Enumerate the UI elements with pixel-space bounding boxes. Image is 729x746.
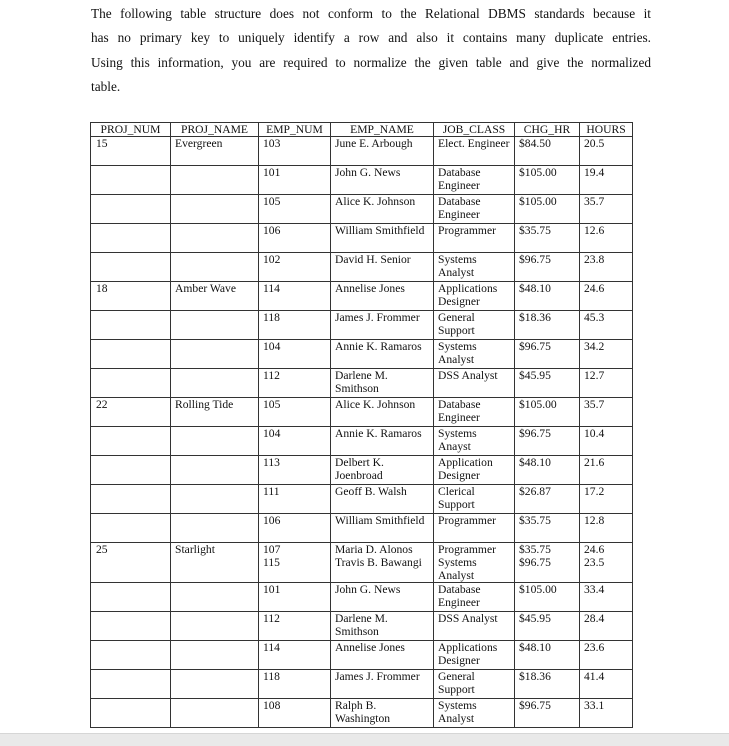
cell-hours: 41.4 [580,670,633,699]
cell-proj-num: 22 [91,398,171,427]
table-row [91,398,633,427]
cell-proj-name [171,253,259,282]
cell-emp-name: William Smithfield [331,514,434,543]
cell-emp-name: Annie K. Ramaros [331,340,434,369]
cell-emp-num: 103 [259,137,331,166]
cell-proj-name [171,583,259,612]
paragraph-line: has no primary key to uniquely identify a row and also it contains many duplicate entries. [91,30,651,46]
cell-job-class: General Support [434,311,515,340]
cell-job-class: Programmer [434,514,515,543]
cell-proj-num: 18 [91,282,171,311]
header-hours: HOURS [580,123,633,137]
cell-hours: 28.4 [580,612,633,641]
cell-job-class: DSS Analyst [434,612,515,641]
cell-proj-name [171,311,259,340]
cell-chg-hr: $96.75 [515,253,580,282]
cell-hours: 23.8 [580,253,633,282]
cell-proj-num [91,166,171,195]
cell-hours: 35.7 [580,398,633,427]
paragraph-line: table. [91,79,121,95]
cell-proj-name: Evergreen [171,137,259,166]
table-row [91,485,633,514]
paragraph-line: Using this information, you are required to normalize the given table and give the normalized [91,54,651,70]
cell-emp-num: 111 [259,485,331,514]
cell-job-class: Applications Designer [434,641,515,670]
cell-emp-num: 112 [259,369,331,398]
cell-proj-num [91,485,171,514]
cell-emp-num: 105 [259,195,331,224]
cell-hours: 21.6 [580,456,633,485]
cell-proj-name [171,612,259,641]
cell-emp-name: Darlene M. Smithson [331,612,434,641]
cell-hours: 24.6 [580,282,633,311]
cell-proj-num [91,456,171,485]
cell-proj-name [171,166,259,195]
cell-emp-name: William Smithfield [331,224,434,253]
cell-hours: 12.8 [580,514,633,543]
table-row [91,456,633,485]
cell-emp-num: 113 [259,456,331,485]
cell-proj-num [91,514,171,543]
cell-proj-name [171,224,259,253]
cell-hours: 33.4 [580,583,633,612]
header-proj-num: PROJ_NUM [91,123,171,137]
cell-job-class: Systems Analyst [434,699,515,728]
cell-job-class: Applications Designer [434,282,515,311]
table-row [91,427,633,456]
cell-hours: 34.2 [580,340,633,369]
cell-job-class: Elect. Engineer [434,137,515,166]
cell-chg-hr: $48.10 [515,641,580,670]
cell-hours: 33.1 [580,699,633,728]
cell-proj-name: Amber Wave [171,282,259,311]
cell-chg-hr: $84.50 [515,137,580,166]
cell-proj-name [171,340,259,369]
cell-emp-name: John G. News [331,583,434,612]
cell-hours: 12.7 [580,369,633,398]
table-row [91,282,633,311]
cell-chg-hr: $96.75 [515,699,580,728]
cell-proj-name [171,670,259,699]
cell-emp-num: 118 [259,670,331,699]
header-chg-hr: CHG_HR [515,123,580,137]
cell-emp-num: 112 [259,612,331,641]
cell-chg-hr: $105.00 [515,398,580,427]
cell-emp-num: 114 [259,282,331,311]
cell-chg-hr: $45.95 [515,369,580,398]
cell-emp-name: June E. Arbough [331,137,434,166]
table-row [91,166,633,195]
paragraph-line: The following table structure does not conform to the Relational DBMS standards because it [91,6,651,21]
table-row [91,137,633,166]
cell-proj-num [91,427,171,456]
table-row [91,224,633,253]
cell-job-class: General Support [434,670,515,699]
cell-proj-name [171,427,259,456]
cell-job-class: Systems Analyst [434,253,515,282]
table-row [91,369,633,398]
cell-hours: 12.6 [580,224,633,253]
header-emp-name: EMP_NAME [331,123,434,137]
cell-job-class: Clerical Support [434,485,515,514]
page-bottom-edge [0,733,729,746]
cell-job-class: Database Engineer [434,195,515,224]
cell-hours: 20.5 [580,137,633,166]
cell-hours: 17.2 [580,485,633,514]
cell-emp-name: Maria D. Alonos Travis B. Bawangi [331,543,434,583]
cell-job-class: Database Engineer [434,166,515,195]
cell-job-class: Programmer Systems Analyst [434,543,515,583]
table-row [91,699,633,728]
cell-emp-num: 107 115 [259,543,331,583]
cell-job-class: Application Designer [434,456,515,485]
cell-job-class: DSS Analyst [434,369,515,398]
cell-proj-name [171,456,259,485]
cell-emp-name: James J. Frommer [331,311,434,340]
cell-proj-name [171,369,259,398]
cell-emp-num: 101 [259,583,331,612]
cell-emp-name: John G. News [331,166,434,195]
cell-chg-hr: $105.00 [515,166,580,195]
cell-job-class: Database Engineer [434,398,515,427]
cell-proj-num [91,670,171,699]
cell-chg-hr: $35.75 [515,514,580,543]
cell-chg-hr: $96.75 [515,427,580,456]
cell-proj-name: Rolling Tide [171,398,259,427]
cell-emp-name: Alice K. Johnson [331,195,434,224]
cell-proj-num [91,641,171,670]
header-proj-name: PROJ_NAME [171,123,259,137]
cell-emp-num: 104 [259,427,331,456]
cell-emp-num: 106 [259,224,331,253]
cell-emp-name: James J. Frommer [331,670,434,699]
cell-proj-num [91,699,171,728]
cell-chg-hr: $105.00 [515,195,580,224]
cell-emp-num: 104 [259,340,331,369]
cell-hours: 35.7 [580,195,633,224]
cell-chg-hr: $35.75 $96.75 [515,543,580,583]
cell-emp-num: 118 [259,311,331,340]
cell-chg-hr: $35.75 [515,224,580,253]
cell-emp-num: 102 [259,253,331,282]
cell-emp-num: 108 [259,699,331,728]
cell-chg-hr: $18.36 [515,311,580,340]
cell-proj-name [171,699,259,728]
table-row [91,670,633,699]
cell-job-class: Database Engineer [434,583,515,612]
project-employee-table [90,122,633,728]
cell-emp-num: 106 [259,514,331,543]
cell-proj-num: 25 [91,543,171,583]
cell-proj-num [91,195,171,224]
cell-emp-name: Annie K. Ramaros [331,427,434,456]
cell-chg-hr: $48.10 [515,456,580,485]
cell-chg-hr: $18.36 [515,670,580,699]
cell-chg-hr: $105.00 [515,583,580,612]
cell-emp-name: David H. Senior [331,253,434,282]
cell-emp-name: Annelise Jones [331,641,434,670]
table-row [91,583,633,612]
table-header-row [91,123,633,137]
table-row [91,195,633,224]
table-row [91,514,633,543]
cell-proj-name [171,485,259,514]
cell-emp-name: Geoff B. Walsh [331,485,434,514]
cell-emp-name: Darlene M. Smithson [331,369,434,398]
cell-proj-num [91,224,171,253]
cell-proj-num [91,369,171,398]
cell-proj-name [171,514,259,543]
cell-proj-num [91,340,171,369]
cell-emp-num: 101 [259,166,331,195]
cell-job-class: Programmer [434,224,515,253]
cell-proj-name [171,195,259,224]
cell-proj-num [91,583,171,612]
cell-chg-hr: $26.87 [515,485,580,514]
header-emp-num: EMP_NUM [259,123,331,137]
cell-proj-num [91,612,171,641]
table-row [91,253,633,282]
cell-emp-name: Ralph B. Washington [331,699,434,728]
cell-chg-hr: $48.10 [515,282,580,311]
cell-emp-name: Alice K. Johnson [331,398,434,427]
table-row [91,340,633,369]
cell-emp-num: 105 [259,398,331,427]
cell-proj-num: 15 [91,137,171,166]
header-job-class: JOB_CLASS [434,123,515,137]
intro-paragraph [91,2,651,100]
cell-proj-name [171,641,259,670]
cell-job-class: Systems Analyst [434,340,515,369]
cell-proj-name: Starlight [171,543,259,583]
cell-emp-num: 114 [259,641,331,670]
cell-proj-num [91,311,171,340]
cell-emp-name: Annelise Jones [331,282,434,311]
cell-emp-name: Delbert K. Joenbroad [331,456,434,485]
cell-chg-hr: $96.75 [515,340,580,369]
cell-chg-hr: $45.95 [515,612,580,641]
table-row [91,311,633,340]
cell-hours: 23.6 [580,641,633,670]
table-row [91,612,633,641]
cell-hours: 45.3 [580,311,633,340]
cell-proj-num [91,253,171,282]
cell-job-class: Systems Anayst [434,427,515,456]
cell-hours: 10.4 [580,427,633,456]
cell-hours: 19.4 [580,166,633,195]
table-row [91,641,633,670]
cell-hours: 24.6 23.5 [580,543,633,583]
table-row [91,543,633,583]
